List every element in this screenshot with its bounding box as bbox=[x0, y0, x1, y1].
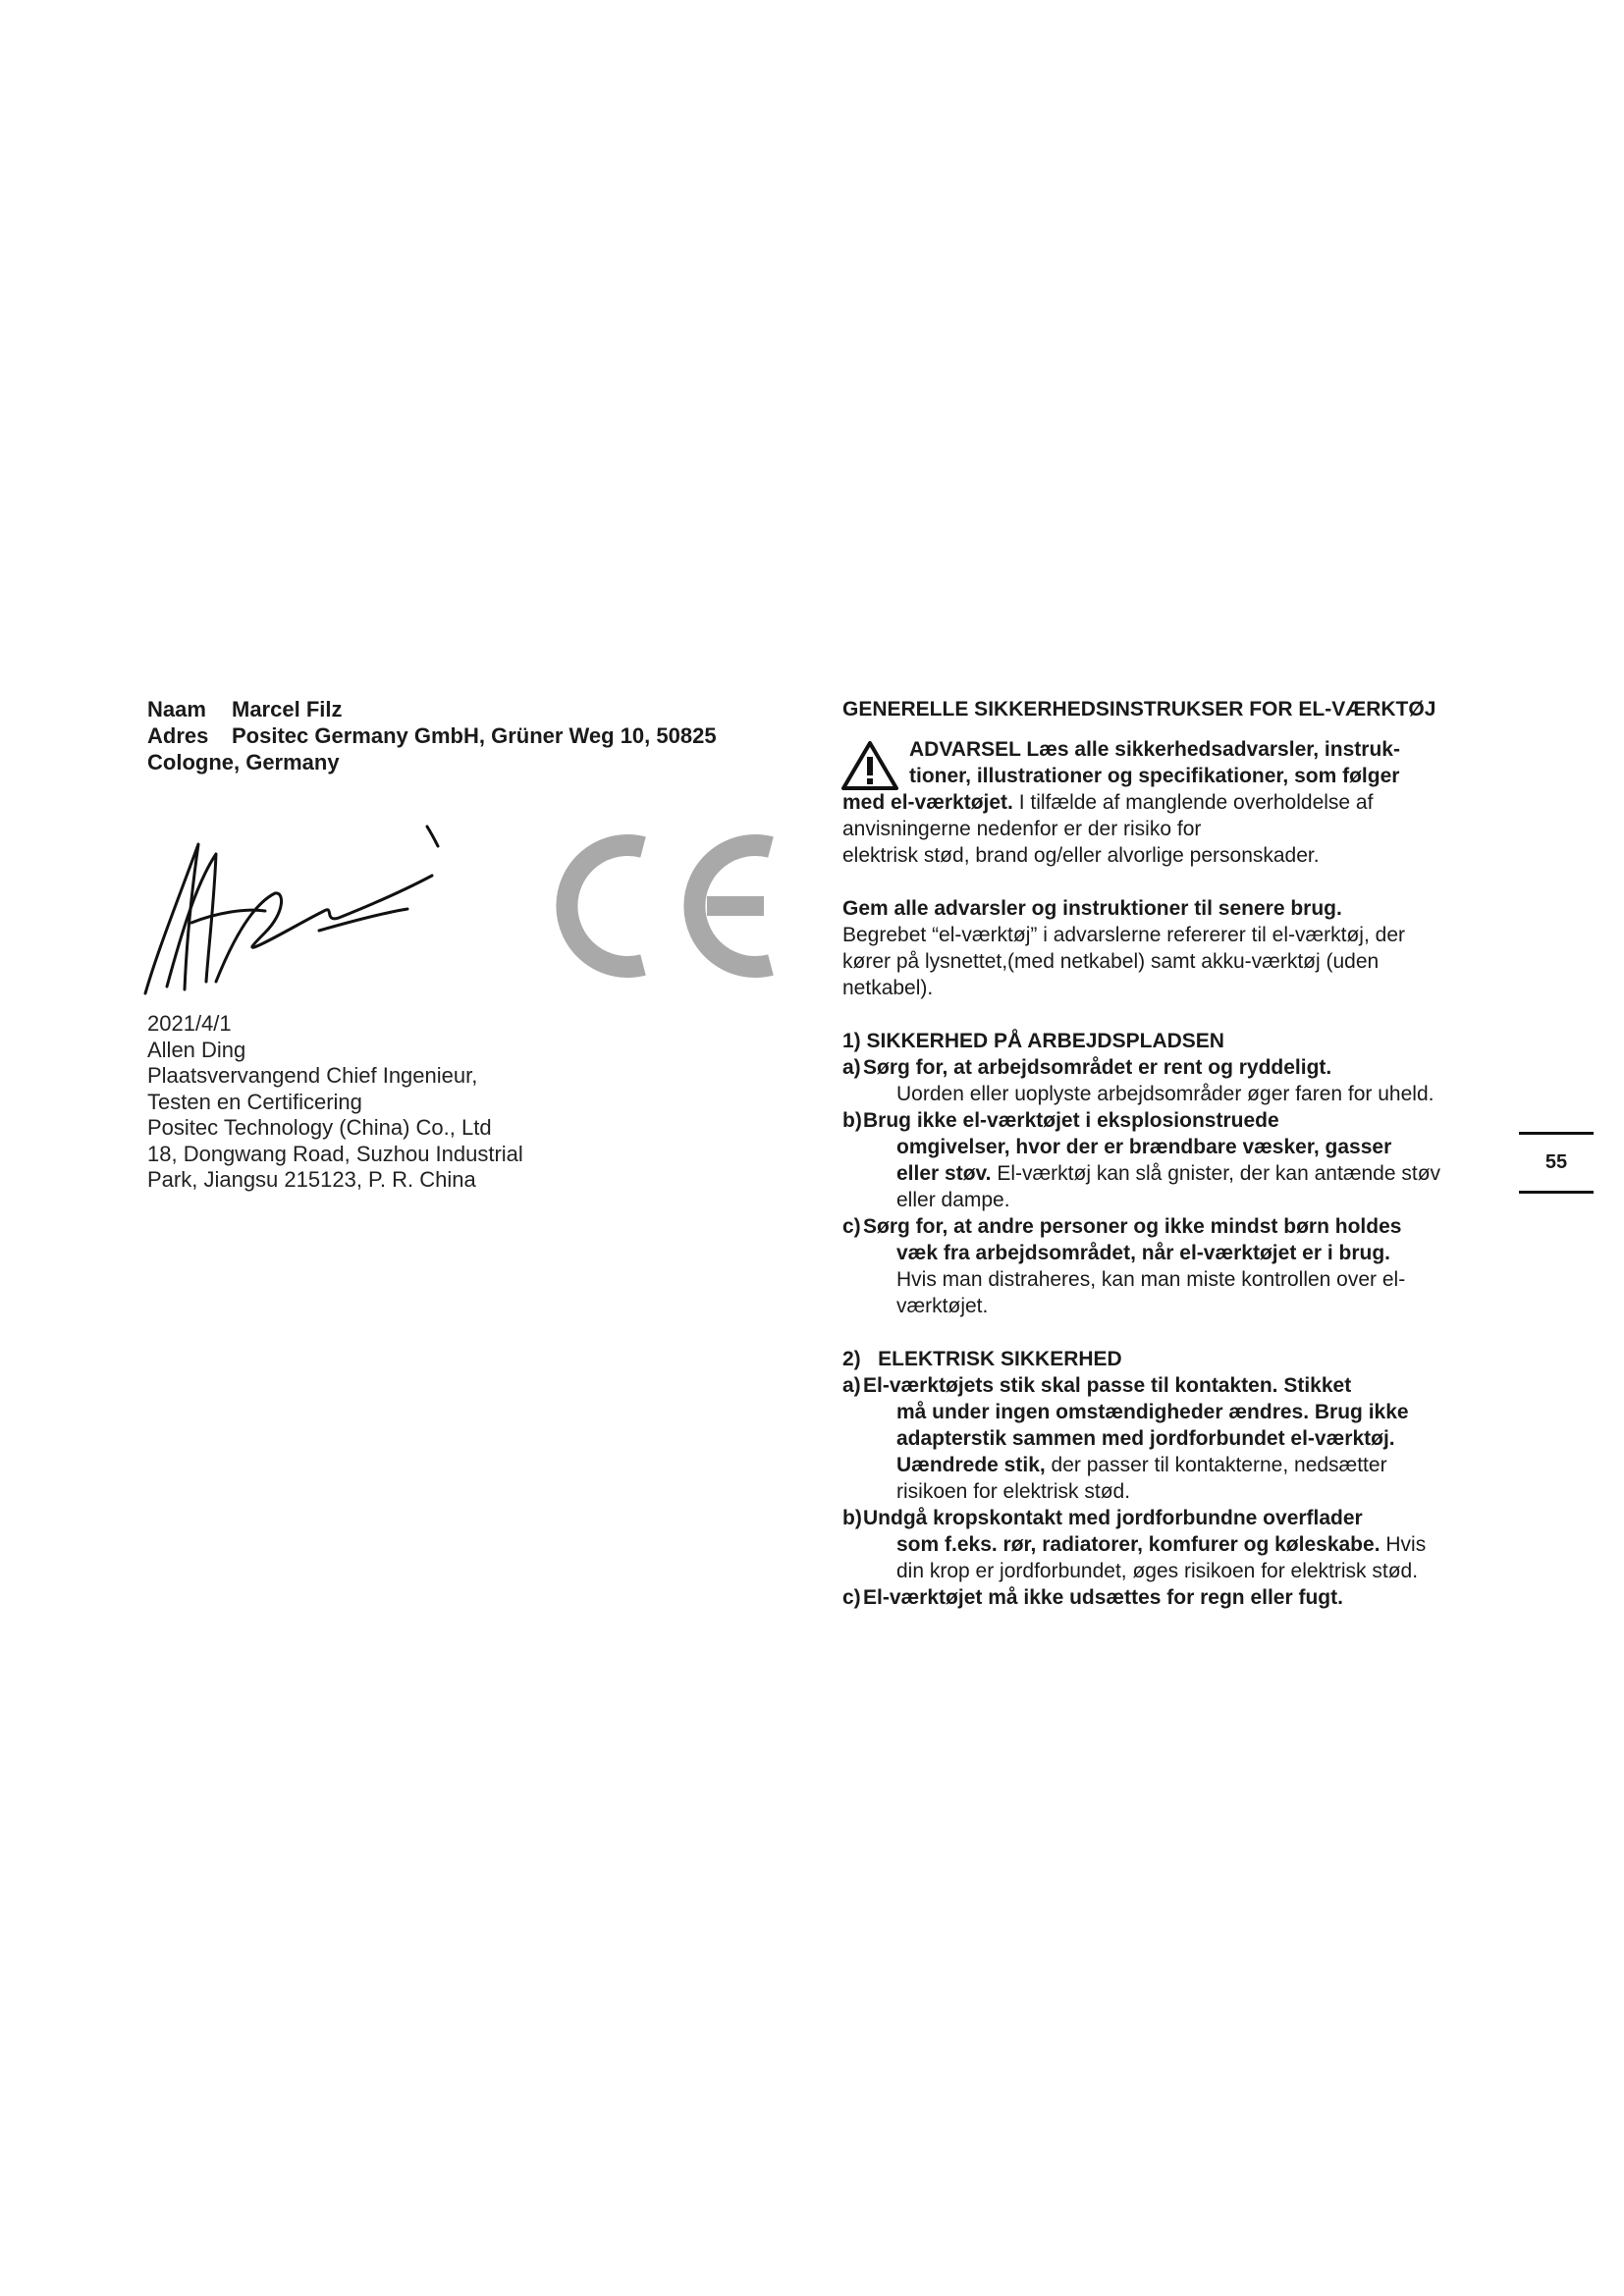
warning-line-2: tioner, illustrationer og specifikationer, som følger bbox=[909, 765, 1400, 787]
name-value: Marcel Filz bbox=[232, 697, 343, 721]
term-line-3: netkabel). bbox=[842, 977, 934, 999]
safety-heading: GENERELLE SIKKERHEDSINSTRUKSER FOR EL-VÆRKTØJ bbox=[842, 698, 1436, 721]
signer-title-1: Plaatsvervangend Chief Ingenieur, bbox=[147, 1063, 478, 1088]
signer-company: Positec Technology (China) Co., Ltd bbox=[147, 1115, 492, 1140]
signer-block bbox=[147, 1011, 523, 1194]
address-value-line-2: Cologne, Germany bbox=[147, 750, 340, 774]
warning-triangle-icon bbox=[840, 740, 899, 791]
section-2-item-a: a) El-værktøjets stik skal passe til kontakten. Stikket må under ingen omstændigheder ændres. Brug ikke adapterstik sammen med jordforbundet el-værktøj. Uændrede stik, der passer til kontakterne, nedsætter risikoen for elektrisk stød. bbox=[842, 1374, 1409, 1503]
warning-line-1: ADVARSEL Læs alle sikkerhedsadvarsler, instruk- bbox=[909, 738, 1400, 761]
section-1-heading: 1) SIKKERHED PÅ ARBEJDSPLADSEN bbox=[842, 1030, 1224, 1052]
signature-image bbox=[137, 815, 511, 1001]
save-instructions: Gem alle advarsler og instruktioner til senere brug. bbox=[842, 897, 1342, 920]
signer-address-1: 18, Dongwang Road, Suzhou Industrial bbox=[147, 1141, 523, 1166]
declaration-name-row bbox=[147, 696, 776, 722]
page-number: 55 bbox=[1519, 1132, 1594, 1194]
warning-line-5: elektrisk stød, brand og/eller alvorlige personskader. bbox=[842, 844, 1320, 867]
signer-date: 2021/4/1 bbox=[147, 1011, 232, 1036]
ce-mark-icon bbox=[550, 823, 785, 989]
signer-title-2: Testen en Certificering bbox=[147, 1089, 362, 1114]
section-2-item-c: c) El-værktøjet må ikke udsættes for regn eller fugt. bbox=[842, 1586, 1343, 1609]
declaration-block bbox=[147, 696, 776, 775]
warning-block bbox=[842, 736, 1490, 789]
warning-line-3: med el-værktøjet. I tilfælde af manglende overholdelse af bbox=[842, 791, 1374, 814]
section-1-item-b: b) Brug ikke el-værktøjet i eksplosionstruede omgivelser, hvor der er brændbare væsker, gasser eller støv. El-værktøj kan slå gnister, der kan antænde støv eller dampe. bbox=[842, 1109, 1441, 1211]
safety-instructions bbox=[842, 696, 1490, 1611]
declaration-address-row bbox=[147, 722, 776, 749]
section-2-item-b: b) Undgå kropskontakt med jordforbundne overflader som f.eks. rør, radiatorer, komfurer og køleskabe. Hvis din krop er jordforbundet, øges risikoen for elektrisk stød. bbox=[842, 1507, 1427, 1582]
address-label: Adres bbox=[147, 723, 209, 748]
term-line-2: kører på lysnettet,(med netkabel) samt akku-værktøj (uden bbox=[842, 950, 1380, 973]
name-label: Naam bbox=[147, 697, 206, 721]
term-line-1: Begrebet “el-værktøj” i advarslerne refererer til el-værktøj, der bbox=[842, 924, 1405, 946]
section-2-heading: 2) ELEKTRISK SIKKERHED bbox=[842, 1348, 1122, 1370]
address-value: Positec Germany GmbH, Grüner Weg 10, 50825 bbox=[232, 723, 717, 748]
signer-address-2: Park, Jiangsu 215123, P. R. China bbox=[147, 1167, 476, 1192]
warning-line-4: anvisningerne nedenfor er der risiko for bbox=[842, 818, 1202, 840]
signer-name: Allen Ding bbox=[147, 1037, 246, 1062]
section-1-item-a: a) Sørg for, at arbejdsområdet er rent og ryddeligt. Uorden eller uoplyste arbejdsområder øger faren for uheld. bbox=[842, 1056, 1435, 1105]
section-1-item-c: c) Sørg for, at andre personer og ikke mindst børn holdes væk fra arbejdsområdet, når el-værktøjet er i brug. Hvis man distraheres, kan man miste kontrollen over el- værktøjet. bbox=[842, 1215, 1406, 1317]
